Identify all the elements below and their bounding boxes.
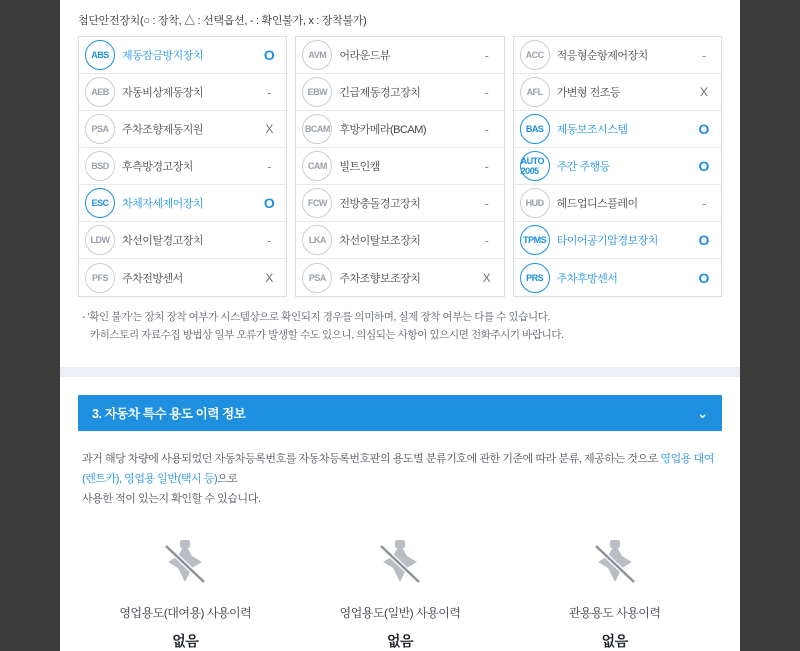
safety-device-status: O — [263, 47, 275, 63]
safety-device-status: O — [698, 121, 710, 137]
safety-device-label: 어라운드뷰 — [339, 50, 390, 62]
safety-device-status: O — [698, 158, 710, 174]
usage-item — [507, 536, 722, 651]
body-stability-icon: ESC — [85, 188, 115, 218]
commercial-use-crossed-icon — [373, 536, 427, 590]
safety-device-grid — [60, 36, 740, 297]
parking-steering-assist-icon: PSA — [85, 114, 115, 144]
safety-device-status: - — [267, 84, 272, 100]
safety-row — [514, 222, 721, 259]
usage-value: 없음 — [386, 632, 414, 649]
safety-device-status: O — [698, 232, 710, 248]
forward-collision-warning-icon: FCW — [302, 188, 332, 218]
safety-device-status: X — [699, 85, 708, 99]
description-part-2: 으로 — [217, 473, 238, 486]
adaptive-cruise-icon: ACC — [520, 40, 550, 70]
safety-device-label: 주간 주행등 — [556, 161, 610, 173]
safety-row — [296, 111, 503, 148]
lane-departure-warning-icon: LDW — [85, 225, 115, 255]
section-3-description — [60, 431, 740, 510]
safety-device-label: 주차전방센서 — [122, 272, 183, 285]
safety-device-status: O — [263, 195, 275, 211]
safety-row — [79, 37, 286, 74]
safety-column-1 — [78, 36, 287, 297]
safety-device-label: 적응형순항제어장치 — [556, 50, 648, 62]
safety-device-label: 주차후방센서 — [556, 272, 618, 285]
safety-row — [296, 148, 503, 185]
brake-assist-icon: BAS — [520, 114, 550, 144]
rear-camera-icon: BCAM — [302, 114, 332, 144]
section-3-header[interactable] — [78, 395, 722, 431]
safety-device-label: 후측방경고장치 — [122, 161, 193, 173]
safety-section-heading: 첨단안전장치(○ : 장착, △ : 선택옵션, - : 확인불가, x : 장착불가) — [78, 15, 367, 27]
safety-device-label: 차선이탈보조장치 — [339, 235, 421, 247]
usage-item — [293, 536, 508, 651]
safety-row — [514, 259, 721, 296]
usage-label: 영업용도(일반) 사용이력 — [339, 605, 461, 620]
safety-device-label: 자동비상제동장치 — [122, 87, 204, 99]
safety-row — [79, 185, 286, 222]
safety-device-status: - — [484, 121, 489, 137]
usage-label: 관용용도 사용이력 — [568, 605, 661, 620]
report-page — [60, 0, 740, 651]
safety-row — [79, 74, 286, 111]
safety-row — [79, 111, 286, 148]
safety-device-status: - — [484, 195, 489, 211]
emergency-brake-warning-icon: EBW — [302, 77, 332, 107]
daytime-running-light-icon: AUTO 2005 — [520, 151, 550, 181]
description-part-1: 과거 해당 차량에 사용되었던 자동차등록번호를 자동차등록번호판의 용도별 분류기호에 관한 기준에 따라 분류, 제공하는 것으로 — [82, 452, 661, 465]
usage-label: 영업용도(대여용) 사용이력 — [119, 605, 252, 620]
safety-device-label: 제동잠금방지장치 — [122, 50, 204, 62]
safety-device-label: 타이어공기압경보장치 — [556, 235, 658, 247]
parking-front-sensor-icon: PFS — [85, 263, 115, 293]
safety-device-status: - — [484, 158, 489, 174]
safety-device-label: 가변형 전조등 — [556, 87, 620, 99]
safety-device-status: X — [265, 122, 274, 136]
safety-device-status: - — [267, 158, 272, 174]
safety-device-label: 빌트인캠 — [339, 161, 380, 173]
safety-row — [296, 74, 503, 111]
safety-row — [514, 37, 721, 74]
safety-row — [296, 37, 503, 74]
safety-row — [514, 185, 721, 222]
safety-device-label: 주차조향보조장치 — [339, 272, 421, 285]
built-in-cam-icon: CAM — [302, 151, 332, 181]
usage-history-row — [60, 510, 740, 651]
safety-device-status: X — [482, 270, 491, 285]
safety-note-line-2: 카히스토리 자료수집 방법상 일부 오류가 발생할 수도 있으니, 의심되는 사항이 있으시면 전화주시기 바랍니다. — [90, 328, 564, 341]
safety-note — [60, 297, 740, 345]
safety-row — [296, 259, 503, 296]
parking-rear-sensor-icon: PRS — [520, 263, 550, 293]
safety-device-label: 제동보조시스템 — [556, 124, 628, 136]
description-highlight: 영업용 대여(렌트카), 영업용 일반(택시 등) — [82, 452, 714, 486]
safety-column-3 — [513, 36, 722, 297]
safety-device-status: - — [701, 195, 707, 211]
safety-note-line-1: - '확인 불가'는 장치 장착 여부가 시스템상으로 확인되지 경우를 의미하며, 실제 장착 여부는 다를 수 있습니다. — [82, 311, 551, 323]
description-part-3: 사용한 적이 있는지 확인할 수 있습니다. — [82, 493, 261, 506]
safety-device-label: 헤드업디스플레이 — [556, 198, 638, 210]
section-gap — [60, 345, 740, 367]
safety-device-status: O — [698, 269, 710, 286]
parking-steering-assist2-icon: PSA — [302, 263, 332, 293]
safety-device-label: 후방카메라(BCAM) — [339, 124, 427, 136]
safety-row — [296, 222, 503, 259]
safety-device-status: - — [701, 47, 707, 63]
rental-use-crossed-icon — [158, 536, 212, 590]
safety-row — [296, 185, 503, 222]
abs-icon: ABS — [85, 40, 115, 70]
gray-separator-band — [60, 367, 740, 377]
section-3-title: 3. 자동차 특수 용도 이력 정보 — [92, 406, 246, 421]
usage-value: 없음 — [601, 632, 628, 649]
government-use-crossed-icon — [588, 536, 642, 590]
left-gutter — [0, 0, 60, 600]
chevron-up-icon[interactable]: ⌃ — [698, 405, 708, 420]
tire-pressure-monitor-icon: TPMS — [520, 225, 550, 255]
usage-item — [78, 536, 293, 651]
safety-device-status: - — [484, 47, 489, 63]
safety-device-label: 긴급제동경고장치 — [339, 87, 421, 99]
safety-row — [514, 74, 721, 111]
safety-device-label: 전방충돌경고장치 — [339, 198, 421, 210]
safety-device-status: - — [267, 232, 272, 248]
spacer — [60, 377, 740, 395]
safety-column-2 — [295, 36, 504, 297]
lane-keep-assist-icon: LKA — [302, 225, 332, 255]
safety-row — [79, 259, 286, 296]
safety-device-status: X — [265, 270, 274, 285]
head-up-display-icon: HUD — [520, 188, 550, 218]
safety-row — [79, 222, 286, 259]
safety-device-label: 주차조향제동지원 — [122, 124, 204, 136]
safety-row — [79, 148, 286, 185]
adaptive-headlight-icon: AFL — [520, 77, 550, 107]
safety-device-label: 차체자세제어장치 — [122, 198, 204, 210]
right-gutter — [740, 0, 800, 600]
auto-emergency-brake-icon: AEB — [85, 77, 115, 107]
usage-value: 없음 — [172, 632, 199, 649]
safety-row — [514, 148, 721, 185]
safety-device-status: - — [484, 84, 489, 100]
around-view-icon: AVM — [302, 40, 332, 70]
safety-row — [514, 111, 721, 148]
rear-warning-icon: BSD — [85, 151, 115, 181]
safety-device-status: - — [484, 232, 489, 248]
safety-device-label: 차선이탈경고장치 — [122, 235, 204, 247]
